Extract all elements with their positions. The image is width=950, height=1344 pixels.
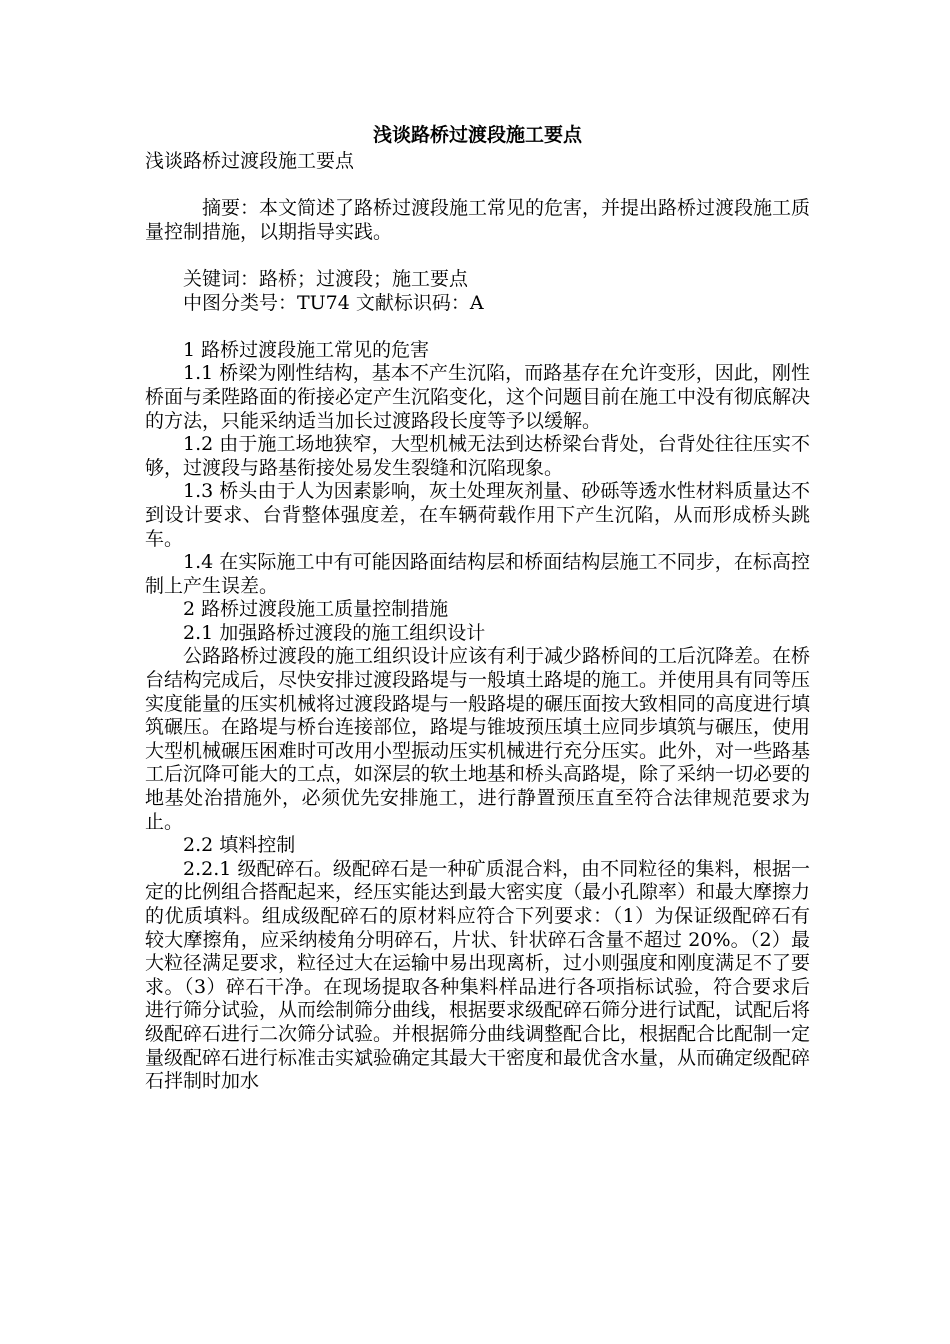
document-page (145, 120, 810, 1094)
body-paragraph: 公路路桥过渡段的施工组织设计应该有利于减少路桥间的工后沉降差。在桥台结构完成后，尽快安排过渡段路堤与一般填土路堤的施工。并使用具有同等压实度能量的压实机械将过渡段路堤与一般路堤的碾压面按大致相同的高度进行填筑碾压。在路堤与桥台连接部位，路堤与锥坡预压填土应同步填筑与碾压，使用大型机械碾压困难时可改用小型振动压实机械进行充分压实。此外，对一些路基工后沉降可能大的工点，如深层的软土地基和桥头高路堤，除了采纳一切必要的地基处治措施外，必须优先安排施工，进行静置预压直至符合法律规范要求为止。 (145, 645, 811, 833)
section-heading: 1 路桥过渡段施工常见的危害 (183, 338, 430, 361)
section-heading: 2 路桥过渡段施工质量控制措施 (183, 598, 449, 621)
body-paragraph: 1.1 桥梁为刚性结构，基本不产生沉陷，而路基存在允许变形，因此，刚性桥面与柔陛路面的衔接必定产生沉陷变化，这个问题目前在施工中没有彻底解决的方法，只能采纳适当加长过渡路段长度等予以缓解。 (145, 362, 811, 432)
document-subtitle: 浅谈路桥过渡段施工要点 (145, 150, 355, 172)
classification-line: 中图分类号：TU74 文献标识码：A (183, 291, 484, 314)
body-paragraph: 1.3 桥头由于人为因素影响，灰土处理灰剂量、砂砾等透水性材料质量达不到设计要求、台背整体强度差，在车辆荷载作用下产生沉陷，从而形成桥头跳车。 (145, 480, 810, 550)
subsection-heading: 2.1 加强路桥过渡段的施工组织设计 (183, 621, 486, 644)
blank-line (145, 174, 810, 198)
body-paragraph: 1.4 在实际施工中有可能因路面结构层和桥面结构层施工不同步，在标高控制上产生误差。 (145, 551, 810, 597)
document-title: 浅谈路桥过渡段施工要点 (372, 124, 582, 146)
blank-line (145, 244, 810, 268)
body-paragraph: 1.2 由于施工场地狭窄，大型机械无法到达桥梁台背处，台背处往往压实不够，过渡段与路基衔接处易发生裂缝和沉陷现象。 (145, 433, 810, 479)
blank-line (145, 315, 810, 339)
keywords-line: 关键词：路桥；过渡段；施工要点 (183, 267, 469, 290)
abstract-paragraph: 摘要：本文简述了路桥过渡段施工常见的危害，并提出路桥过渡段施工质量控制措施，以期指导实践。 (145, 197, 811, 243)
body-paragraph: 2.2.1 级配碎石。级配碎石是一种矿质混合料，由不同粒径的集料，根据一定的比例组合搭配起来，经压实能达到最大密实度（最小孔隙率）和最大摩擦力的优质填料。组成级配碎石的原材料应符合下列要求：（1）为保证级配碎石有较大摩擦角，应采纳棱角分明碎石，片状、针状碎石含量不超过 20%。（2）最大粒径满足要求，粒径过大在运输中易出现离析，过小则强度和刚度满足不了要求。（3）碎石干净。在现场提取各种集料样品进行各项指标试验，符合要求后进行筛分试验，从而绘制筛分曲线，根据要求级配碎石筛分进行试配，试配后将级配碎石进行二次筛分试验。并根据筛分曲线调整配合比，根据配合比配制一定量级配碎石进行标准击实斌验确定其最大干密度和最优含水量，从而确定级配碎石拌制时加水 (145, 857, 811, 1093)
subsection-heading: 2.2 填料控制 (183, 834, 296, 857)
